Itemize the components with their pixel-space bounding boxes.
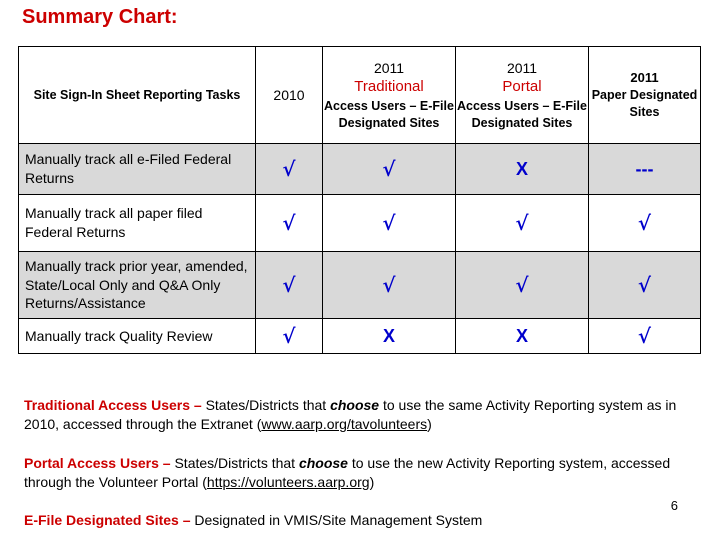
extranet-link[interactable]: www.aarp.org/tavolunteers xyxy=(261,415,428,432)
mark-cell xyxy=(256,144,323,195)
table-row xyxy=(19,252,701,319)
check-mark: √ xyxy=(515,273,529,297)
definition-efile: E-File Designated Sites – Designated in VMIS/Site Management System xyxy=(24,512,483,528)
check-mark: √ xyxy=(382,273,396,297)
definition-traditional: Traditional Access Users – States/Districts that choose to use the same Activity Reporting system as in 2010, accessed through the Extranet (www.aarp.org/tavolunteers) xyxy=(24,397,677,432)
definition-term: Traditional Access Users – xyxy=(24,397,202,413)
summary-table xyxy=(18,46,701,354)
mark-cell xyxy=(256,319,323,354)
check-mark: √ xyxy=(637,211,652,235)
mark-cell xyxy=(256,195,323,252)
emphasis: choose xyxy=(298,455,348,471)
dash-mark: --- xyxy=(635,158,654,179)
mark-cell xyxy=(589,144,701,195)
table-header-row xyxy=(19,47,701,144)
header-paper: 2011 Paper Designated Sites xyxy=(589,47,701,144)
header-task: Site Sign-In Sheet Reporting Tasks xyxy=(19,47,256,144)
mark-cell xyxy=(256,252,323,319)
mark-cell xyxy=(589,195,701,252)
mark-cell xyxy=(456,252,589,319)
cross-mark: X xyxy=(382,325,395,346)
cross-mark: X xyxy=(515,158,528,179)
check-mark: √ xyxy=(637,324,652,348)
check-mark: √ xyxy=(382,157,396,181)
cross-mark: X xyxy=(515,325,528,346)
mark-cell xyxy=(323,319,456,354)
task-cell: Manually track prior year, amended, State/Local Only and Q&A Only Returns/Assistance xyxy=(19,252,256,319)
mark-cell xyxy=(323,144,456,195)
table-row xyxy=(19,195,701,252)
check-mark: √ xyxy=(282,324,296,348)
slide-title: Summary Chart: xyxy=(22,6,178,28)
check-mark: √ xyxy=(282,211,296,235)
header-portal: 2011 Portal Access Users – E-File Designated Sites xyxy=(456,47,589,144)
check-mark: √ xyxy=(282,273,296,297)
header-2010: 2010 xyxy=(256,47,323,144)
task-cell: Manually track Quality Review xyxy=(19,319,256,354)
mark-cell xyxy=(456,144,589,195)
header-traditional: 2011 Traditional Access Users – E-File Designated Sites xyxy=(323,47,456,144)
page-number: 6 xyxy=(670,498,678,513)
definition-portal: Portal Access Users – States/Districts that choose to use the new Activity Reporting system, accessed through the Volunteer Portal (https://volunteers.aarp.org) xyxy=(24,455,671,490)
task-cell: Manually track all e-Filed Federal Returns xyxy=(19,144,256,195)
definition-term: E-File Designated Sites – xyxy=(24,512,191,528)
definition-term: Portal Access Users – xyxy=(24,455,171,471)
check-mark: √ xyxy=(637,273,652,297)
mark-cell xyxy=(323,195,456,252)
task-cell: Manually track all paper filed Federal Returns xyxy=(19,195,256,252)
mark-cell xyxy=(323,252,456,319)
mark-cell xyxy=(589,319,701,354)
check-mark: √ xyxy=(282,157,296,181)
table-row xyxy=(19,144,701,195)
emphasis: choose xyxy=(330,397,380,413)
volunteer-portal-link[interactable]: https://volunteers.aarp.org xyxy=(206,473,370,490)
mark-cell xyxy=(456,195,589,252)
table-row xyxy=(19,319,701,354)
mark-cell xyxy=(456,319,589,354)
mark-cell xyxy=(589,252,701,319)
check-mark: √ xyxy=(515,211,529,235)
check-mark: √ xyxy=(382,211,396,235)
